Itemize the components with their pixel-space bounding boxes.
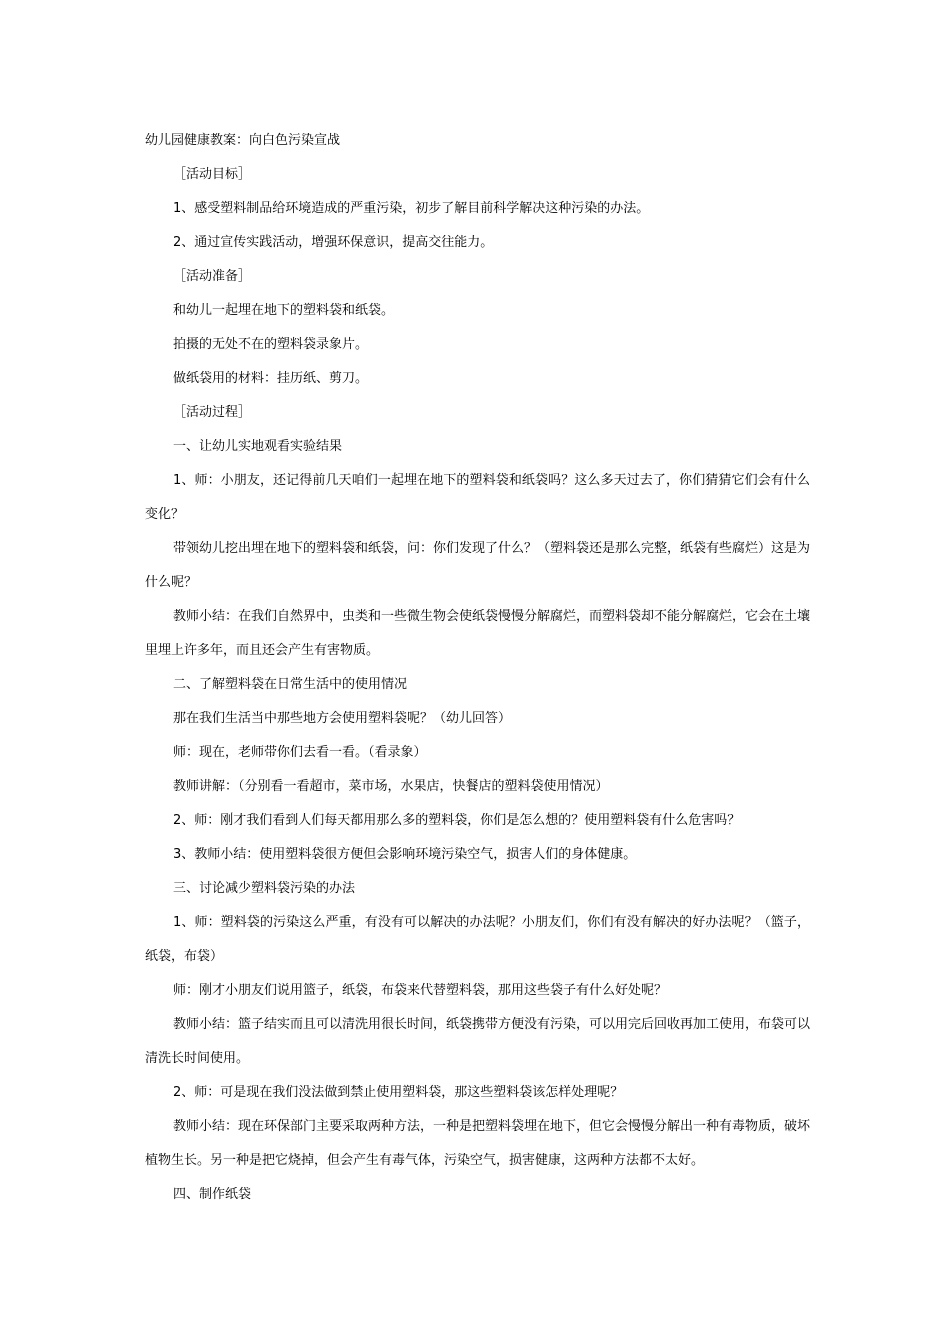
goal-item-1: 1、感受塑料制品给环境造成的严重污染，初步了解目前科学解决这种污染的办法。	[173, 201, 650, 216]
paragraph: 教师讲解：（分别看一看超市，菜市场，水果店，快餐店的塑料袋使用情况）	[173, 779, 609, 794]
preparation-item-3: 做纸袋用的材料：挂历纸、剪刀。	[173, 371, 369, 386]
paragraph: 师：刚才小朋友们说用篮子，纸袋，布袋来代替塑料袋，那用这些袋子有什么好处呢？	[173, 983, 668, 998]
process-step-heading-2: 二、了解塑料袋在日常生活中的使用情况	[173, 677, 408, 692]
section-heading-preparation: ［活动准备］	[173, 269, 252, 284]
paragraph: 2、师：可是现在我们没法做到禁止使用塑料袋，那这些塑料袋该怎样处理呢？	[173, 1085, 624, 1100]
goal-item-2: 2、通过宣传实践活动，增强环保意识，提高交往能力。	[173, 235, 494, 250]
paragraph: 教师小结：现在环保部门主要采取两种方法，一种是把塑料袋埋在地下，但它会慢慢分解出一种有毒物质，破坏植物生长。另一种是把它烧掉，但会产生有毒气体，污染空气，损害健康，这两种方法都不太好。	[145, 1119, 811, 1168]
paragraph: 教师小结：篮子结实而且可以清洗用很长时间，纸袋携带方便没有污染，可以用完后回收再加工使用，布袋可以清洗长时间使用。	[145, 1017, 811, 1066]
preparation-item-2: 拍摄的无处不在的塑料袋录象片。	[173, 337, 369, 352]
section-heading-goals: ［活动目标］	[173, 167, 252, 182]
paragraph: 带领幼儿挖出埋在地下的塑料袋和纸袋，问：你们发现了什么？（塑料袋还是那么完整，纸袋有些腐烂）这是为什么呢？	[145, 541, 811, 590]
process-step-heading-1: 一、让幼儿实地观看实验结果	[173, 439, 343, 454]
paragraph: 1、师：小朋友，还记得前几天咱们一起埋在地下的塑料袋和纸袋吗？这么多天过去了，你们猜猜它们会有什么变化？	[145, 473, 810, 522]
paragraph: 师：现在，老师带你们去看一看。（看录象）	[173, 745, 427, 760]
preparation-item-1: 和幼儿一起埋在地下的塑料袋和纸袋。	[173, 303, 395, 318]
paragraph: 3、教师小结：使用塑料袋很方便但会影响环境污染空气，损害人们的身体健康。	[173, 847, 637, 862]
process-step-heading-4: 四、制作纸袋	[173, 1187, 252, 1202]
document-body	[145, 124, 810, 1212]
process-step-heading-3: 三、讨论减少塑料袋污染的办法	[173, 881, 356, 896]
paragraph: 那在我们生活当中那些地方会使用塑料袋呢？（幼儿回答）	[173, 711, 512, 726]
document-title: 幼儿园健康教案：向白色污染宣战	[145, 133, 341, 148]
paragraph: 2、师：刚才我们看到人们每天都用那么多的塑料袋，你们是怎么想的？使用塑料袋有什么危害吗？	[173, 813, 741, 828]
section-heading-process: ［活动过程］	[173, 405, 252, 420]
paragraph: 1、师：塑料袋的污染这么严重，有没有可以解决的办法呢？小朋友们，你们有没有解决的好办法呢？（篮子，纸袋，布袋）	[145, 915, 810, 964]
paragraph: 教师小结：在我们自然界中，虫类和一些微生物会使纸袋慢慢分解腐烂，而塑料袋却不能分解腐烂，它会在土壤里埋上许多年，而且还会产生有害物质。	[145, 609, 811, 658]
